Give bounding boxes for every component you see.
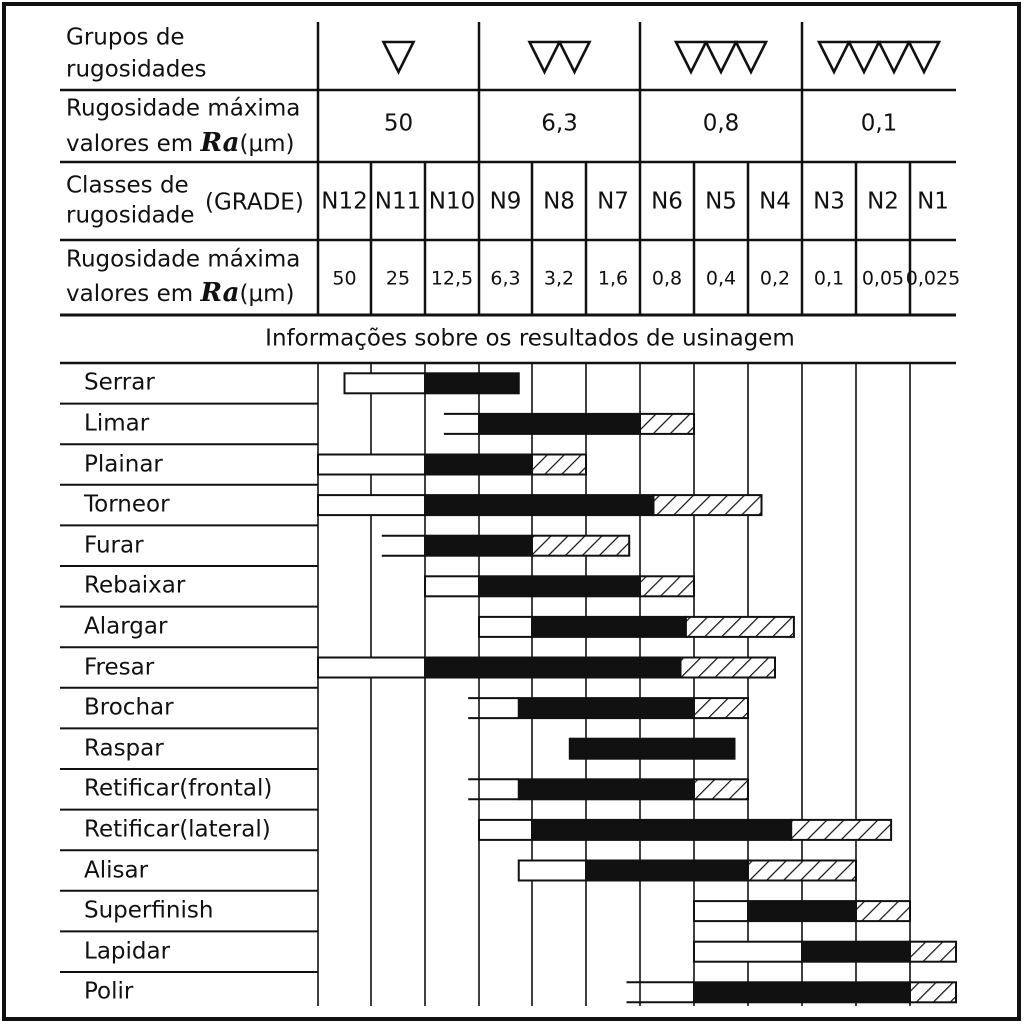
max-roughness-label-line1: Rugosidade máxima bbox=[66, 95, 301, 122]
process-label: Retificar(lateral) bbox=[84, 816, 271, 843]
group-max-value: 0,8 bbox=[702, 110, 740, 137]
process-label: Alisar bbox=[84, 857, 149, 883]
class-value: 0,4 bbox=[705, 267, 737, 290]
class-label: N2 bbox=[867, 188, 899, 215]
range-bar-fine bbox=[654, 495, 762, 515]
process-label: Furar bbox=[84, 532, 144, 559]
class-label: N6 bbox=[651, 188, 683, 215]
process-label: Brochar bbox=[84, 694, 174, 721]
range-bar-normal bbox=[519, 698, 694, 718]
class-label: N4 bbox=[759, 188, 791, 215]
range-bar-fine bbox=[791, 820, 891, 840]
range-bar-normal bbox=[425, 658, 681, 678]
class-values-label-line2 bbox=[66, 280, 294, 306]
range-bar-fine bbox=[681, 658, 776, 678]
process-label: Alargar bbox=[84, 613, 168, 640]
range-bar-fine bbox=[532, 455, 586, 475]
range-bar-fine bbox=[694, 698, 748, 718]
range-bar-normal bbox=[479, 414, 640, 434]
class-label: N9 bbox=[489, 188, 522, 215]
range-bar-rough bbox=[318, 455, 425, 475]
process-label: Plainar bbox=[84, 451, 163, 477]
range-bar-normal bbox=[802, 942, 910, 962]
range-bar-rough bbox=[318, 495, 425, 515]
range-bar-fine bbox=[856, 901, 910, 921]
max-roughness-prefix: valores em bbox=[66, 131, 194, 157]
ra-symbol: Ra bbox=[200, 128, 240, 158]
range-bar-normal bbox=[532, 820, 791, 840]
range-bar-normal bbox=[425, 373, 519, 393]
group-max-value: 50 bbox=[383, 110, 414, 137]
process-label: Fresar bbox=[84, 654, 155, 680]
range-bar-rough bbox=[519, 861, 586, 881]
range-bar-rough bbox=[425, 576, 479, 596]
range-bar-fine bbox=[910, 982, 956, 1002]
process-label: Superfinish bbox=[84, 897, 214, 924]
group-max-value: 0,1 bbox=[860, 110, 898, 137]
range-bar-fine bbox=[910, 942, 956, 962]
unit: (μm) bbox=[239, 131, 295, 157]
range-bar-normal bbox=[586, 861, 748, 881]
class-label: N1 bbox=[917, 188, 949, 215]
classes-label-line2: rugosidade bbox=[66, 202, 195, 229]
class-label: N5 bbox=[705, 188, 737, 215]
class-label: N7 bbox=[597, 188, 629, 215]
process-label: Raspar bbox=[84, 735, 164, 762]
class-label: N3 bbox=[813, 188, 845, 215]
class-value: 0,2 bbox=[759, 267, 791, 290]
range-bar-rough bbox=[694, 901, 748, 921]
class-label: N12 bbox=[321, 188, 368, 215]
process-label: Retificar(frontal) bbox=[84, 775, 273, 802]
class-value: 3,2 bbox=[543, 267, 575, 290]
class-value: 1,6 bbox=[597, 267, 629, 290]
groups-label-line1: Grupos de bbox=[66, 24, 185, 51]
range-bar-fine bbox=[640, 576, 694, 596]
range-bar-normal bbox=[519, 779, 694, 799]
classes-label-line1: Classes de bbox=[66, 172, 189, 199]
range-bar-fine bbox=[532, 536, 629, 556]
class-values-label-line1: Rugosidade máxima bbox=[66, 246, 301, 273]
range-bar-rough bbox=[479, 617, 532, 637]
range-bar-fine bbox=[694, 779, 748, 799]
range-bar-fine bbox=[640, 414, 694, 434]
range-bar-normal bbox=[425, 536, 532, 556]
class-value: 0,025 bbox=[905, 267, 961, 290]
process-label: Torneor bbox=[84, 491, 170, 518]
max-roughness-label-line2 bbox=[66, 130, 294, 156]
class-value: 0,8 bbox=[651, 267, 683, 290]
range-bar-rough bbox=[318, 658, 425, 678]
process-label: Rebaixar bbox=[84, 572, 186, 599]
class-values-prefix: valores em bbox=[66, 281, 194, 307]
range-bar-fine bbox=[686, 617, 794, 637]
grade-label: (GRADE) bbox=[205, 189, 304, 216]
range-bar-normal bbox=[694, 982, 910, 1002]
class-value: 25 bbox=[385, 267, 411, 290]
group-max-value: 6,3 bbox=[541, 110, 578, 137]
range-bar-normal bbox=[532, 617, 686, 637]
range-bar-normal bbox=[570, 739, 735, 759]
range-bar-normal bbox=[425, 455, 532, 475]
process-label: Lapidar bbox=[84, 938, 171, 965]
process-label: Polir bbox=[84, 978, 134, 1005]
range-bar-normal bbox=[425, 495, 654, 515]
class-label: N11 bbox=[374, 188, 422, 215]
class-value: 50 bbox=[332, 267, 357, 290]
process-label: Limar bbox=[84, 410, 150, 437]
class-label: N10 bbox=[428, 188, 476, 215]
groups-label-line2: rugosidades bbox=[66, 56, 207, 83]
range-bar-rough bbox=[479, 820, 532, 840]
range-bar-normal bbox=[748, 901, 856, 921]
class-value: 0,1 bbox=[813, 267, 845, 290]
range-bar-rough bbox=[345, 373, 426, 393]
class-value: 0,05 bbox=[861, 267, 905, 290]
class-label: N8 bbox=[543, 188, 575, 215]
process-label: Serrar bbox=[84, 369, 155, 396]
ra-symbol-2: Ra bbox=[200, 278, 240, 308]
range-bar-normal bbox=[479, 576, 640, 596]
range-bar-fine bbox=[748, 861, 856, 881]
range-bar-rough bbox=[694, 942, 802, 962]
unit-2: (μm) bbox=[239, 281, 295, 307]
class-value: 12,5 bbox=[430, 267, 474, 290]
section-title: Informações sobre os resultados de usinagem bbox=[265, 325, 795, 352]
class-value: 6,3 bbox=[490, 267, 521, 290]
